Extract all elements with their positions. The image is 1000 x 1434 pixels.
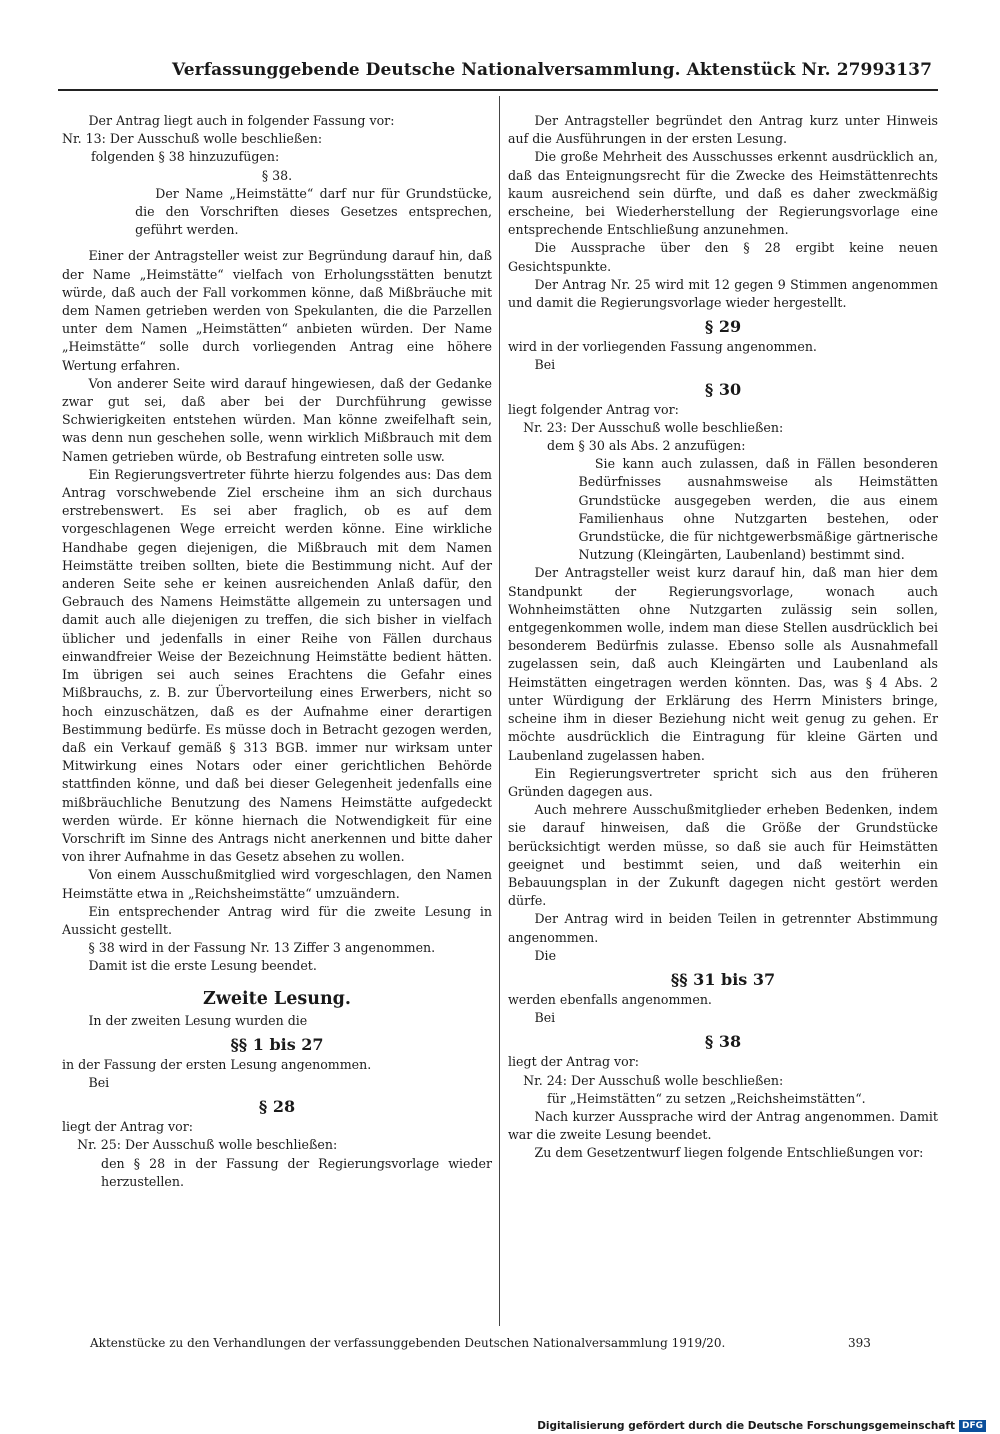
credit-text: Digitalisierung gefördert durch die Deutsche Forschungsgemeinschaft <box>537 1419 955 1432</box>
motion-text: den § 28 in der Fassung der Regierungsvorlage wieder herzustellen. <box>101 1155 492 1189</box>
paragraph: werden ebenfalls angenommen. <box>508 991 712 1007</box>
paragraph-heading: §§ 1 bis 27 <box>230 1034 324 1054</box>
paragraph: Zu dem Gesetzentwurf liegen folgende Entschließungen vor: <box>534 1145 924 1161</box>
sheet-number: 393 <box>848 1336 871 1350</box>
motion-heading: Nr. 23: Der Ausschuß wolle beschließen: <box>523 419 784 435</box>
paragraph: Bei <box>88 1074 110 1090</box>
paragraph: Bei <box>534 1010 556 1026</box>
paragraph: Ein entsprechender Antrag wird für die zweite Lesung in Aussicht gestellt. <box>62 903 492 937</box>
paragraph: Der Antrag liegt auch in folgender Fassung vor: <box>88 113 395 128</box>
paragraph: liegt folgender Antrag vor: <box>508 401 679 417</box>
running-header <box>172 60 932 86</box>
section-label: § 38. <box>261 167 293 183</box>
motion-heading: Nr. 24: Der Ausschuß wolle beschließen: <box>523 1072 784 1088</box>
footer-reference: Aktenstücke zu den Verhandlungen der verfassunggebenden Deutschen Nationalversammlung 1919/20. <box>90 1336 726 1350</box>
paragraph: Der Antragsteller begründet den Antrag kurz unter Hinweis auf die Ausführungen in der ersten Lesung. <box>508 113 938 147</box>
column-divider <box>499 96 500 1326</box>
paragraph: Die <box>534 947 557 963</box>
paragraph: Der Antragsteller weist kurz darauf hin, daß man hier dem Standpunkt der Regierungsvorlage, wonach auch Wohnheimstätten ohne Nutzgarten zulässig sein sollen, entgegenkommen wolle, indem man diese Stellen ausdrücklich bei besonderem Bedürfnis zulasse. Ebenso solle als Ausnahmefall zugelassen sein, daß auch Kleingärten und Laubenland als Heimstätten eingetragen werden könnten. Das, was § 4 Abs. 2 unter Würdigung der Erklärung des Herrn Ministers bringe, scheine ihm in dieser Beziehung nicht weit genug zu gehen. Er möchte ausdrücklich die Eintragung für kleine Gärten und Laubenland zugelassen haben. <box>508 565 938 763</box>
paragraph: Ein Regierungsvertreter spricht sich aus den früheren Gründen dagegen aus. <box>508 765 938 799</box>
paragraph-heading: § 28 <box>258 1097 296 1117</box>
paragraph: Der Antrag wird in beiden Teilen in getrennter Abstimmung angenommen. <box>508 911 938 945</box>
paragraph: Bei <box>534 357 556 373</box>
motion-heading: Nr. 13: Der Ausschuß wolle beschließen: <box>62 131 323 147</box>
paragraph: wird in der vorliegenden Fassung angenommen. <box>508 339 817 355</box>
paragraph: Der Antrag Nr. 25 wird mit 12 gegen 9 Stimmen angenommen und damit die Regierungsvorlage wieder hergestellt. <box>508 276 938 311</box>
paragraph: Von einem Ausschußmitglied wird vorgeschlagen, den Namen Heimstätte etwa in „Reichsheimstätte“ umzuändern. <box>62 867 492 901</box>
paragraph: Auch mehrere Ausschußmitglieder erheben Bedenken, indem sie darauf hinweisen, daß die Größe der Grundstücke berücksichtigt werden müsse, so daß sie auch für Heimstätten geeignet und bestimmt seien, und daß weiterhin ein Bebauungsplan in der Zukunft dagegen nicht gestört werden dürfe. <box>508 802 938 909</box>
paragraph: Nach kurzer Aussprache wird der Antrag angenommen. Damit war die zweite Lesung beendet. <box>508 1108 938 1143</box>
dfg-logo-icon: DFG <box>959 1420 986 1432</box>
section-heading: Zweite Lesung. <box>203 988 351 1009</box>
motion-heading: Nr. 25: Der Ausschuß wolle beschließen: <box>77 1137 338 1153</box>
header-rule <box>58 89 938 91</box>
paragraph: Damit ist die erste Lesung beendet. <box>88 958 317 974</box>
paragraph: Einer der Antragsteller weist zur Begründung darauf hin, daß der Name „Heimstätte“ vielfach von Erholungsstätten benutzt würde, daß auch der Fall vorkommen könne, daß Mißbräuche mit dem Namen getrieben werden von Spekulanten, die die Parzellen unter dem Namen „Heimstätten“ anbieten würden. Der Name „Heimstätte“ solle durch vorliegenden Antrag eine höhere Wertung erfahren. <box>62 248 492 373</box>
motion-quote: Sie kann auch zulassen, daß in Fällen besonderen Bedürfnisses ausnahmsweise als Heimstätten Grundstücke ausgegeben werden, die aus einem Familienhaus ohne Nutzgarten bestehen, oder Grundstücke, die für nichtgewerbsmäßige gärtnerische Nutzung (Kleingärten, Laubenland) bestimmt sind. <box>578 456 938 563</box>
motion-text: für „Heimstätten“ zu setzen „Reichsheimstätten“. <box>547 1090 866 1106</box>
paragraph: Die große Mehrheit des Ausschusses erkennt ausdrücklich an, daß das Enteignungsrecht für die Zwecke des Heimstättenrechts kaum ausreichend sein dürfte, und daß es daher zweckmäßig erscheine, bei Wiederherstellung der Regierungsvorlage eine entsprechende Entschließung anzunehmen. <box>508 149 938 238</box>
left-column <box>62 112 492 1191</box>
page-number: 3137 <box>884 60 932 80</box>
motion-quote: Der Name „Heimstätte“ darf nur für Grundstücke, die den Vorschriften dieses Gesetzes entsprechen, geführt werden. <box>135 185 492 238</box>
paragraph: Ein Regierungsvertreter führte hierzu folgendes aus: Das dem Antrag vorschwebende Ziel erscheine ihm an sich durchaus erstrebenswert. Es sei aber fraglich, ob es auf dem vorgeschlagenen Wege erreicht werden könne. Eine wirkliche Handhabe gegen diejenigen, die Mißbrauch mit dem Namen Heimstätte treiben sollten, biete die Bestimmung nicht. Auf der anderen Seite sehe er keinen ausreichenden Anlaß dafür, den Gebrauch des Namens Heimstätte allgemein zu untersagen und damit auch alle diejenigen zu treffen, die sich bisher in vielfach üblicher und jedenfalls in einer Reihe von Fällen durchaus einwandfreier Weise der Bezeichnung Heimstätte bedient hätten. Im übrigen sei auch seines Erachtens die Gefahr eines Mißbrauchs, z. B. zur Übervorteilung eines Erwerbers, nicht so hoch einzuschätzen, daß es der Aufnahme einer derartigen Bestimmung bedürfe. Es müsse doch in Betracht gezogen werden, daß ein Verkauf gemäß § 313 BGB. immer nur wirksam unter Mitwirkung eines Notars oder einer gerichtlichen Behörde stattfinden könne, und daß bei dieser Gelegenheit jedenfalls eine mißbräuchliche Benutzung des Namens Heimstätte aufgedeckt werden würde. Er könne hiernach die Notwendigkeit für eine Vorschrift im Sinne des Antrags nicht anerkennen und bitte daher von ihrer Aufnahme in das Gesetz absehen zu wollen. <box>62 466 492 865</box>
paragraph: Von anderer Seite wird darauf hingewiesen, daß der Gedanke zwar gut sei, daß aber bei der Durchführung gewisse Schwierigkeiten entstehen würden. Man könne zweifelhaft sein, was denn nun geschehen solle, wenn wirklich Mißbrauch mit dem Namen getrieben würde, ob Bestrafung eintreten solle usw. <box>62 375 492 464</box>
paragraph: in der Fassung der ersten Lesung angenommen. <box>62 1056 372 1072</box>
header-title: Verfassunggebende Deutsche Nationalversammlung. Aktenstück Nr. 2799. <box>172 60 891 80</box>
paragraph: § 38 wird in der Fassung Nr. 13 Ziffer 3 angenommen. <box>88 940 436 956</box>
right-column <box>508 112 938 1163</box>
paragraph: In der zweiten Lesung wurden die <box>88 1012 308 1028</box>
paragraph: Die Aussprache über den § 28 ergibt keine neuen Gesichtspunkte. <box>508 240 938 274</box>
paragraph-heading: § 29 <box>704 317 742 337</box>
paragraph: liegt der Antrag vor: <box>508 1054 639 1070</box>
paragraph: liegt der Antrag vor: <box>62 1119 193 1135</box>
motion-text: folgenden § 38 hinzuzufügen: <box>90 149 280 165</box>
motion-text: dem § 30 als Abs. 2 anzufügen: <box>547 438 746 454</box>
digitization-credit <box>537 1419 986 1432</box>
paragraph-heading: § 38 <box>704 1032 742 1052</box>
paragraph-heading: §§ 31 bis 37 <box>670 969 776 989</box>
paragraph-heading: § 30 <box>704 379 742 399</box>
